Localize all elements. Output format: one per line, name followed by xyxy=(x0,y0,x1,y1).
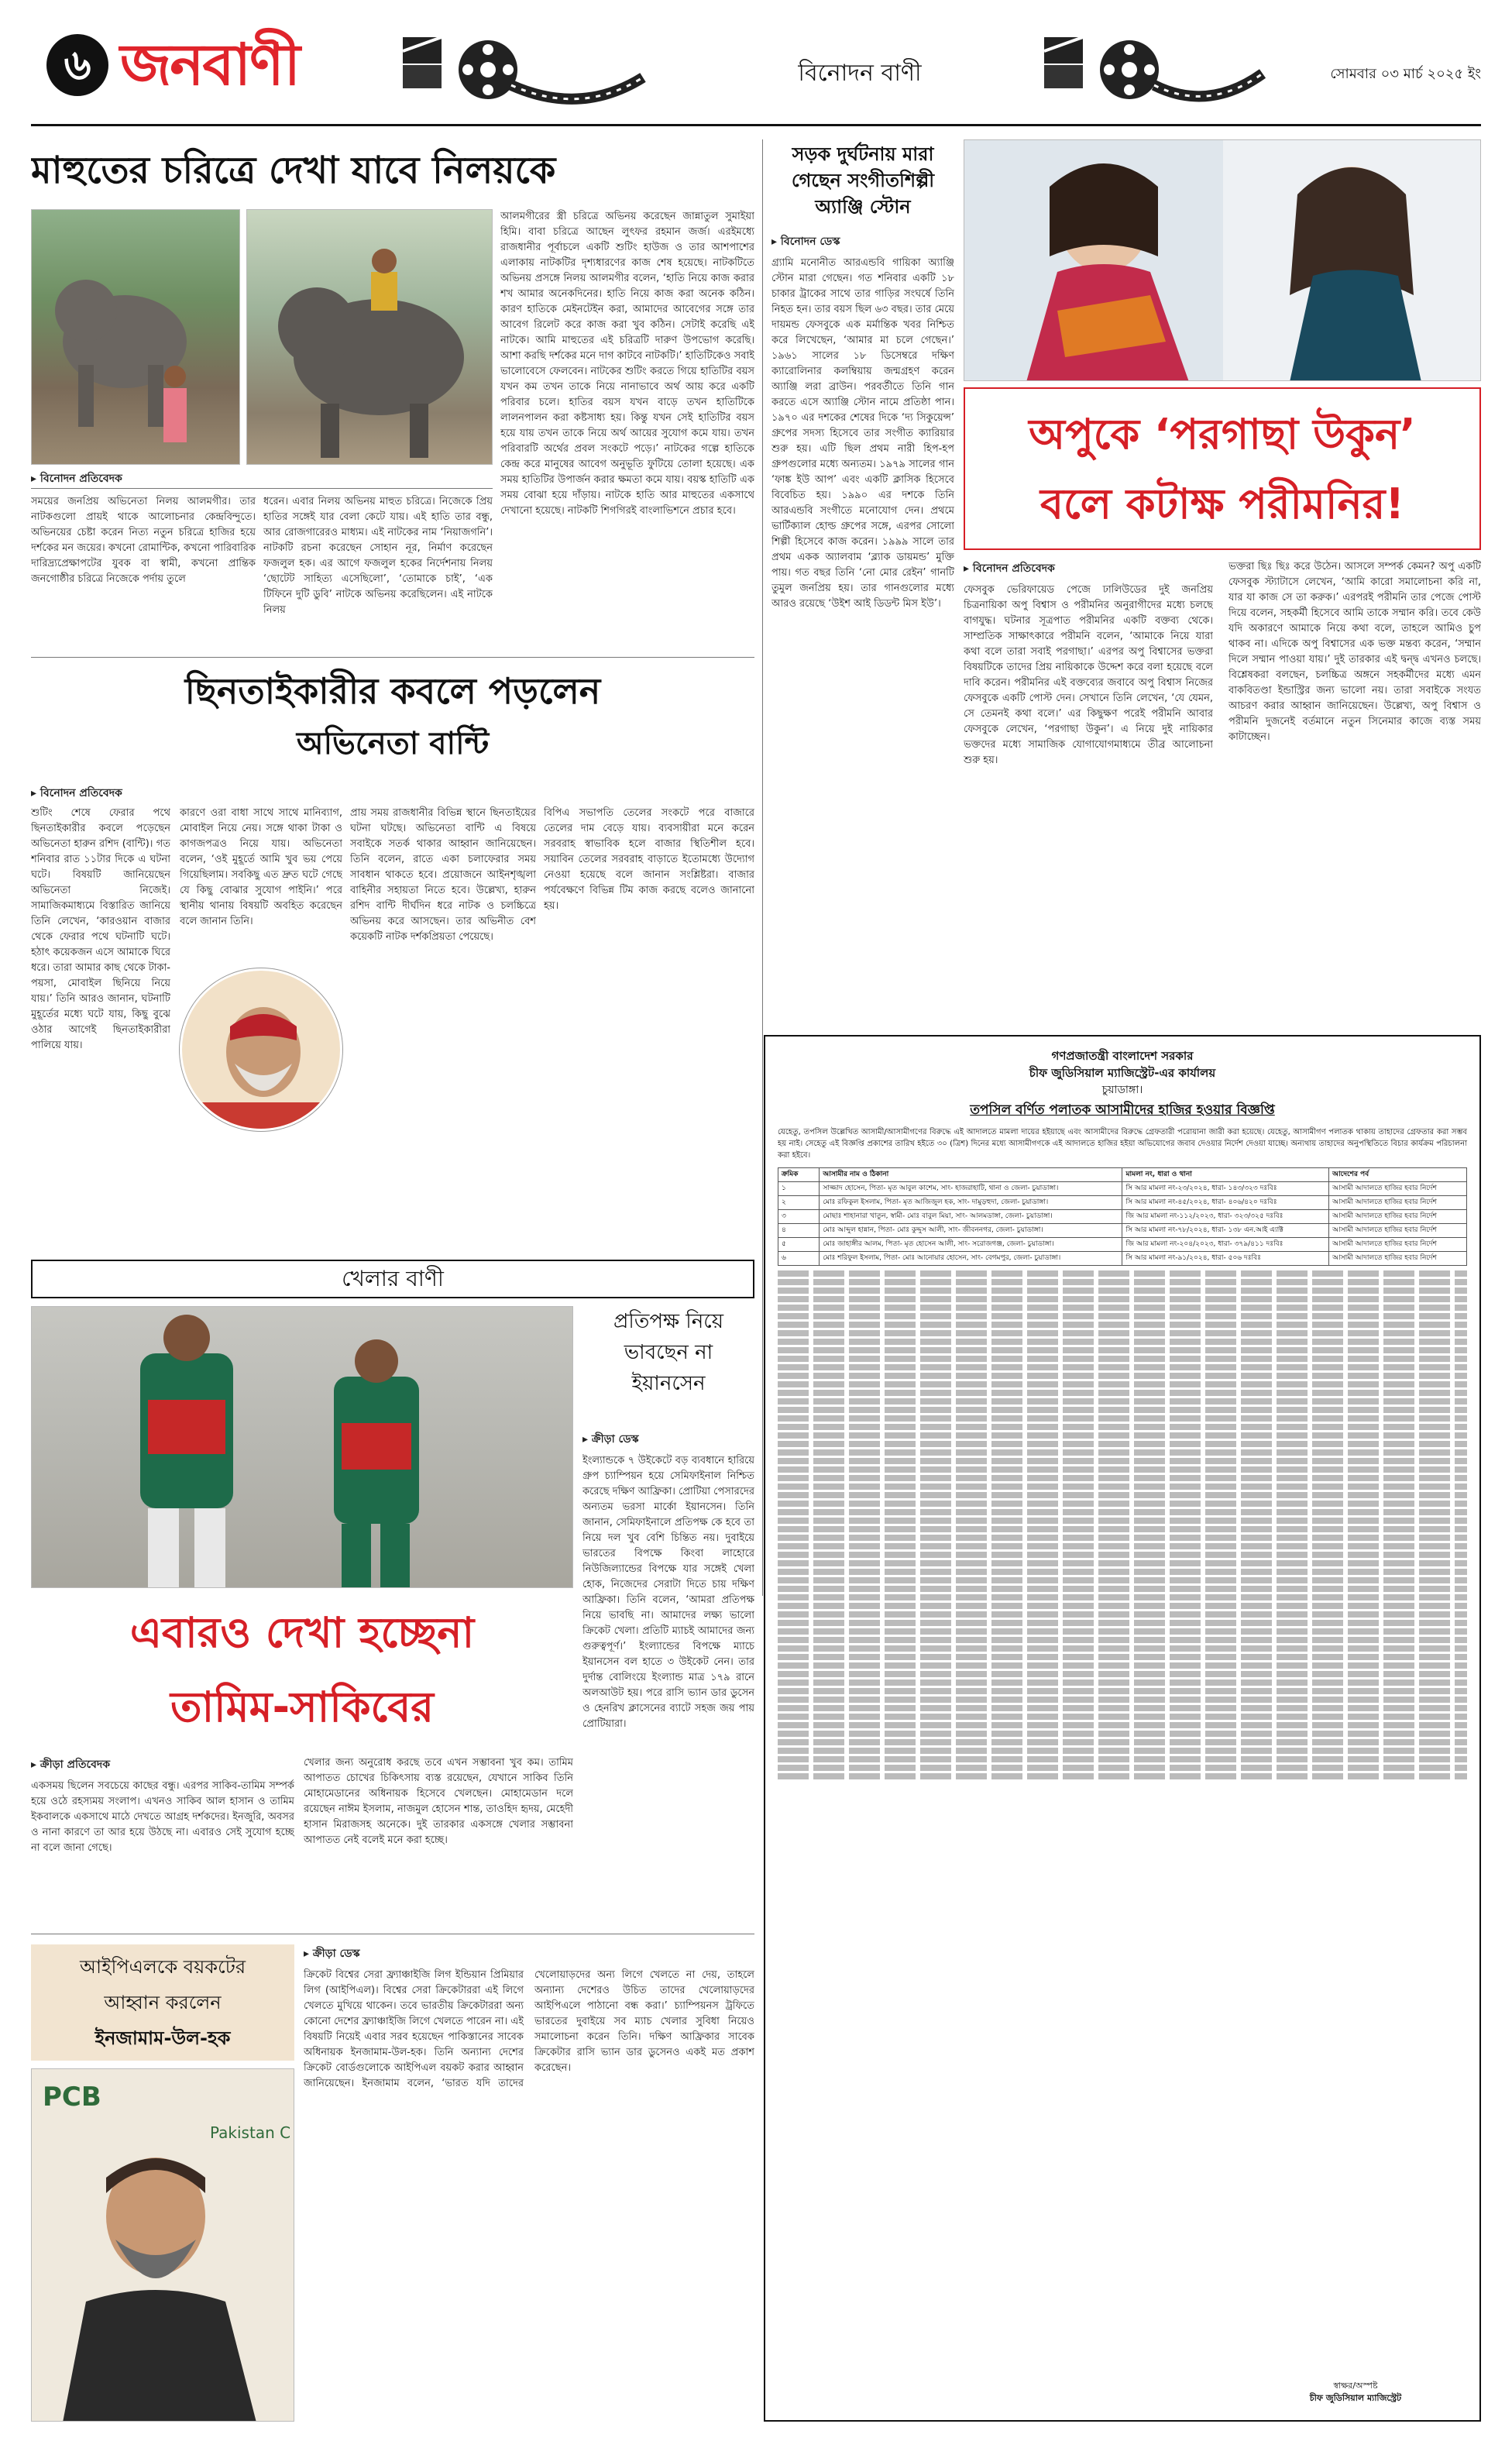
story-apu-col2: ভক্তরা ছিঃ ছিঃ করে উঠেন। আসলে সম্পর্ক কেমন? অপু একটি ফেসবুক স্ট্যাটাসে লেখেন, ‘আমি কারো সমালোচনা করি না, যার যা কাজ সে তা করুক।’ এরপরই পরীমনি তার পেজে পোস্ট দিয়ে বলেন, সহকর্মী হিসেবে আমি তাকে সম্মান করি। তবে কেউ যদি অকারণে আমাকে নিয়ে কথা বলে, তাহলে আমিও চুপ থাকব না। এদিকে অপু বিশ্বাসের এক ভক্ত মন্তব্য করেন, ‘সম্মান দিলে সম্মান পাওয়া যায়।’ দুই তারকার এই দ্বন্দ্ব এখনও চলছে। বিশ্লেষকরা বলছেন, চলচ্চিত্র অঙ্গনে সহকর্মীদের মধ্যে এমন বাকবিতণ্ডা ইন্ডাস্ট্রির জন্য ভালো নয়। তারা সবাইকে সংযত আচরণ করার আহ্বান জানিয়েছেন। উল্লেখ্য, অপু বিশ্বাস ও পরীমনি দুজনেই বর্তমানে নতুন সিনেমার কাজে ব্যস্ত সময় কাটাচ্ছেন। xyxy=(1228,561,1481,743)
notice-table-continuation xyxy=(778,1270,1467,1779)
story-niloy-col3: আলমগীরের স্ত্রী চরিত্রে অভিনয় করেছেন জান্নাতুল সুমাইয়া হিমি। বাবা চরিত্রে আছেন লুৎফর রহমান জর্জ। এরইমধ্যে রাজধানীর পূর্বাচলে একটি শুটিং হাউজ ও তার আশপাশের এলাকায় নাটকটির দৃশ্যধারণের কাজ শেষ হয়েছে। নাটকটিতে অভিনয় প্রসঙ্গে নিলয় আলমগীর বলেন, ‘হাতি নিয়ে কাজ করার শখ আমার অনেকদিনের। হাতি নিয়ে কাজ করা অনেক কঠিন। কারণ হাতিকে মেইনটেইন করা, আমাদের আবেগের সঙ্গে তার আবেগ রিলেট করে কাজ করা খুব কঠিন। সেটাই করেছি এই নাটকে। আমি মাহুতের এই চরিত্রটি দারুণ উপভোগ করেছি। আশা করছি দর্শকের মনে দাগ কাটবে নাটকটি।’ হাতিটিকেও সবাই ভালোবেসে ফেলবেন। নাটকের শুটিং করতে গিয়ে হাতিটির বয়স যখন কম তখন তাকে নিয়ে নানাভাবে অর্থ আয় করে একটি পরিবার চলে। হাতির বয়স যখন বাড়ে তখন হাতিটিকে লালনপালন করা কষ্টসাধ্য হয়। কিন্তু যখন সেই হাতিটির বয়স হয়ে যায় তখন তাকে নিয়ে অর্থ আয়ের সুযোগ কমে যায়। তখন পরিবারটি অর্থের প্রবল সংকটে পড়ে।’ নাটকের গল্পে হাতিকে কেন্দ্র করে মানুষের আবেগ অনুভূতি ফুটিয়ে তোলা হয়েছে। এক সময় হাতিটির উপার্জন করার ক্ষমতা কমে যায়। বয়স্ক হাতিটি এক সময় বোঝা হয়ে দাঁড়ায়। নাটকে হাতি আর মাহুতের একসাথে দেখানো হয়েছে। নাটকটি শিগগিরই বাংলাভিশনে প্রচার হবে। xyxy=(500,211,754,517)
film-reel-icon xyxy=(1038,31,1270,116)
story-banti-col4: বিপিএ সভাপতি তেলের সংকটে পরে বাজারে তেলের দাম বেড়ে যায়। ব্যবসায়ীরা মনে করেন সরবরাহ স্বাভাবিক হলে বাজার স্থিতিশীল হবে। সয়াবিন তেলের সরবরাহ বাড়াতে ইতোমধ্যে উদ্যোগ নেওয়া হয়েছে বলে জানান সংশ্লিষ্টরা। বাজার পর্যবেক্ষণে বিভিন্ন টিম কাজ করছে বলেও জানানো হয়। xyxy=(544,807,754,912)
notice-line1: গণপ্রজাতন্ত্রী বাংলাদেশ সরকার xyxy=(1051,1049,1194,1063)
sports-section-band xyxy=(31,1260,754,1298)
notice-fine-print-row xyxy=(778,1586,1467,1592)
story-inzamam-byline: ▸ ক্রীড়া ডেস্ক xyxy=(304,1944,497,1963)
notice-fine-print-row xyxy=(778,1722,1467,1728)
masthead-rule xyxy=(31,124,1481,126)
notice-line2: চীফ জুডিসিয়াল ম্যাজিস্ট্রেট-এর কার্যালয় xyxy=(1029,1066,1216,1080)
notice-table xyxy=(778,1167,1467,1266)
notice-fine-print-row xyxy=(778,1458,1467,1464)
story-apu-headline-1: অপুকে ‘পরগাছা উকুন’ xyxy=(1029,410,1416,459)
notice-col-case: মামলা নং, ধারা ও থানা xyxy=(1122,1168,1329,1182)
notice-title: তপসিল বর্ণিত পলাতক আসামীদের হাজির হওয়ার বিজ্ঞপ্তি xyxy=(970,1102,1275,1118)
story-niloy-headline: মাহুতের চরিত্রে দেখা যাবে নিলয়কে xyxy=(31,149,556,192)
table-row: ৪ মোঃ আব্দুল হান্নান, পিতা- মোঃ কুদ্দুস আলী, সাং- জীবননগর, জেলা- চুয়াডাঙ্গা। সি আর মামলা নং-৭৮/২০২৪, ধারা- ১৩৮ এন.আই এ্যাক্ট আসামী আদালতে হাজির হবার নির্দেশ xyxy=(778,1224,1467,1238)
story-tamim-headline-1: এবারও দেখা হচ্ছেনা xyxy=(129,1608,475,1657)
issue-date: সোমবার ০৩ মার্চ ২০২৫ ইং xyxy=(1330,66,1481,82)
notice-fine-print-row xyxy=(778,1662,1467,1669)
column-rule xyxy=(762,139,763,1596)
story-tamim-col2: খেলার জন্য অনুরোধ করছে তবে এখন সম্ভাবনা খুব কম। তামিম আপাতত চোখের চিকিৎসায় ব্যস্ত রয়েছেন, যেখানে সাকিব তিনি মোহামেডানের অধিনায়ক হিসেবে খেলছেন। মোহামেডান দলে রয়েছেন নাঈম ইসলাম, নাজমুল হোসেন শান্ত, তাওহিদ হৃদয়, মেহেদী হাসান মিরাজসহ অনেকে। দুই তারকার একসঙ্গে খেলার সম্ভাবনা আপাতত নেই বলেই মনে করা হচ্ছে। xyxy=(304,1757,573,1846)
logo-text: জনবাণী xyxy=(120,32,299,98)
story-banti-headline-1: ছিনতাইকারীর কবলে পড়লেন xyxy=(184,670,601,712)
notice-table-header xyxy=(778,1168,1467,1182)
masthead xyxy=(31,23,1481,124)
story-jansen-col1: ইংল্যান্ডকে ৭ উইকেটে বড় ব্যবধানে হারিয়ে গ্রুপ চ্যাম্পিয়ন হয়ে সেমিফাইনাল নিশ্চিত করেছে দক্ষিণ আফ্রিকা। প্রোটিয়া পেসারদের অন্যতম ভরসা মার্কো ইয়ানসেন। তিনি জানান, সেমিফাইনালে প্রতিপক্ষ কে হবে তা নিয়ে দল খুব বেশি চিন্তিত নয়। দুবাইয়ে ভারতের বিপক্ষে কিংবা লাহোরে নিউজিল্যান্ডের বিপক্ষে যার সঙ্গেই খেলা হোক, নিজেদের সেরাটা দিতে চায় দক্ষিণ আফ্রিকা। তিনি বলেন, ‘আমরা প্রতিপক্ষ নিয়ে ভাবছি না। আমাদের লক্ষ্য ভালো ক্রিকেট খেলা। প্রতিটি ম্যাচই আমাদের জন্য গুরুত্বপূর্ণ।’ ইংল্যান্ডের বিপক্ষে ম্যাচে ইয়ানসেন বল হাতে ৩ উইকেট নেন। তার দুর্দান্ত বোলিংয়ে ইংল্যান্ড মাত্র ১৭৯ রানে অলআউট হয়। পরে রাসি ভ্যান ডার ডুসেন ও হেনরিখ ক্লাসেনের ব্যাটে সহজ জয় পায় প্রোটিয়ারা। xyxy=(582,1455,754,1730)
story-tamim-headline xyxy=(31,1596,573,1751)
notice-fine-print-row xyxy=(778,1620,1467,1626)
notice-fine-print-row xyxy=(778,1560,1467,1566)
story-niloy-col2: ধরেন। এবার নিলয় অভিনয় মাহুত চরিত্রে। নিজেকে প্রিয় হাতির সঙ্গেই যার বেলা কেটে যায়। এই হাতি তার বন্ধু, আর রোজগারেরও মাধ্যম। এই নাটকের নাম ‘নিয়াজগনি’। নাটকটি রচনা করেছেন সোহান নূর, নির্মাণ করেছেন ফজলুল হক। এর আগে ফজলুল হকের নির্দেশনায় নিলয় ‘ছোটেট সাহিত্য এসেছিলো’, ‘তোমাকে চাই’, ‘এক টিফিনে দুটি ডুবি’ নাটকে অভিনয় করেছিলেন। এই নাটকে নিলয় xyxy=(263,496,493,616)
page-number-badge xyxy=(46,34,108,96)
notice-fine-print-row xyxy=(778,1373,1467,1379)
notice-fine-print-row xyxy=(778,1773,1467,1779)
notice-col-order: আদেশের পর্ব xyxy=(1329,1168,1467,1182)
court-notice xyxy=(764,1035,1481,2422)
notice-fine-print-row xyxy=(778,1731,1467,1737)
table-row: ৬ মোঃ শরিফুল ইসলাম, পিতা- মোঃ আনোয়ার হোসেন, সাং- বেগমপুর, জেলা- চুয়াডাঙ্গা। সি আর মামলা নং-৯১/২০২৪, ধারা- ৫০৬ দঃবিঃ আসামী আদালতে হাজির হবার নির্দেশ xyxy=(778,1252,1467,1266)
notice-fine-print-row xyxy=(778,1628,1467,1635)
story-inzamam-body: ক্রিকেট বিশ্বের সেরা ফ্র্যাঞ্চাইজি লিগ ইন্ডিয়ান প্রিমিয়ার লিগ (আইপিএল)। বিশ্বের সেরা ক্রিকেটাররা এই লিগে খেলতে মুখিয়ে থাকেন। তবে ভারতীয় ক্রিকেটাররা অন্য কোনো দেশের ফ্র্যাঞ্চাইজি লিগে খেলতে পারেন না। এই বিষয়টি নিয়েই এবার সরব হয়েছেন পাকিস্তানের সাবেক অধিনায়ক ইনজামাম-উল-হক। তিনি অন্যান্য দেশের ক্রিকেট বোর্ডগুলোকে আইপিএল বয়কট করার আহ্বান জানিয়েছেন। ইনজামাম বলেন, ‘ভারত যদি তাদের খেলোয়াড়দের অন্য লিগে খেলতে না দেয়, তাহলে অন্যান্য দেশেরও উচিত তাদের খেলোয়াড়দের আইপিএলে পাঠানো বন্ধ করা।’ চ্যাম্পিয়নস ট্রফিতে ভারতের দুবাইয়ে সব ম্যাচ খেলার সুবিধা নিয়েও সমালোচনা করেন তিনি। দক্ষিণ আফ্রিকার সাবেক ক্রিকেটার রাসি ভ্যান ডার ডুসেনও একই মত প্রকাশ করেছেন। xyxy=(304,1969,754,2089)
notice-fine-print-row xyxy=(778,1679,1467,1686)
notice-fine-print-row xyxy=(778,1322,1467,1328)
notice-fine-print-row xyxy=(778,1330,1467,1336)
divider xyxy=(31,488,493,489)
story-apu-headline-2: বলে কটাক্ষ পরীমনির! xyxy=(1040,480,1404,528)
story-inzamam-headline-box: আইপিএলকে বয়কটের আহ্বান করলেন ইনজামাম-উল-হক xyxy=(31,1944,294,2061)
notice-fine-print-row xyxy=(778,1705,1467,1711)
logo xyxy=(120,28,399,102)
photo-banti-portrait xyxy=(180,968,342,1131)
notice-fine-print-row xyxy=(778,1441,1467,1447)
notice-line3: চুয়াডাঙ্গা। xyxy=(1101,1084,1143,1096)
notice-sign-name: চীফ জুডিসিয়াল ম্যাজিস্ট্রেট xyxy=(1309,2393,1402,2403)
notice-fine-print-row xyxy=(778,1518,1467,1524)
notice-fine-print-row xyxy=(778,1339,1467,1345)
story-angie-body: গ্র্যামি মনোনীত আরএন্ডবি গায়িকা অ্যাঞ্জি স্টোন মারা গেছেন। গত শনিবার একটি ১৮ চাকার ট্রাকের সাথে তার গাড়ির সংঘর্ষে তিনি নিহত হন। তার বয়স ছিল ৬৩ বছর। তার মেয়ে দায়মন্ড ফেসবুকে এক মর্মান্তিক খবর নিশ্চিত করে লিখেছেন, ‘আমার মা চলে গেছেন।’ ১৯৬১ সালের ১৮ ডিসেম্বরে দক্ষিণ ক্যারোলিনার কলম্বিয়ায় জন্মগ্রহণ করেন অ্যাঞ্জি লরা ব্রাউন। পরবর্তীতে তিনি গান করতে এসে অ্যাঞ্জি স্টোন নামে প্রতিষ্ঠা পান। ১৯৭০ এর দশকের শেষের দিকে ‘দ্য সিকুয়েন্স’ গ্রুপের সদস্য হিসেবে তার সংগীত ক্যারিয়ার শুরু হয়। এটি ছিল প্রথম নারী হিপ-হপ গ্রুপগুলোর মধ্যে অন্যতম। ১৯৭৯ সালের গান ‘ফাঙ্ক ইউ আপ’ এবং একটি ক্লাসিক হিসেবে বিবেচিত হয়। ১৯৯০ এর দশকে তিনি আরএন্ডবি সংগীতে মনোযোগ দেন। প্রথমে ভার্টিক্যাল হোল্ড গ্রুপের সঙ্গে, এরপর সোলো শিল্পী হিসেবে কাজ করেন। ১৯৯৯ সালে তার প্রথম একক অ্যালবাম ‘ব্ল্যাক ডায়মন্ড’ মুক্তি পায়। গত বছর তিনি ‘নো মোর রেইন’ গানটি তুমুল জনপ্রিয় হয়। তার গানগুলোর মধ্যে আরও রয়েছে ‘উইশ আই ডিডন্ট মিস ইউ’। xyxy=(771,257,954,610)
pcb-backdrop-text: PCB xyxy=(43,2082,101,2113)
notice-fine-print-row xyxy=(778,1611,1467,1618)
notice-signature xyxy=(1263,2380,1448,2405)
story-banti-col2: কারণে ওরা বাধা সাথে সাথে মানিব্যাগ, মোবাইল নিয়ে নেয়। সঙ্গে থাকা টাকা ও কাগজপত্রও নিয়ে যায়। অভিনেতা বলেন, ‘ওই মুহূর্তে আমি খুব ভয় পেয়ে গিয়েছিলাম। সবকিছু এত দ্রুত ঘটে গেছে যে কিছু বোঝার সুযোগ পাইনি।’ পরে স্থানীয় থানায় বিষয়টি অবহিত করেছেন বলে জানান তিনি। xyxy=(180,807,342,927)
story-jansen-headline: প্রতিপক্ষ নিয়ে ভাবছেন না ইয়ানসেন xyxy=(613,1310,724,1395)
notice-fine-print-row xyxy=(778,1279,1467,1285)
notice-fine-print-row xyxy=(778,1296,1467,1302)
table-row: ৫ মোঃ জাহাঙ্গীর আলম, পিতা- মৃত হোসেন আলী, সাং- সরোজগঞ্জ, জেলা- চুয়াডাঙ্গা। জি আর মামলা নং-২০৪/২০২৩, ধারা- ৩৭৯/৪১১ দঃবিঃ আসামী আদালতে হাজির হবার নির্দেশ xyxy=(778,1238,1467,1252)
notice-fine-print-row xyxy=(778,1748,1467,1754)
notice-fine-print-row xyxy=(778,1347,1467,1353)
notice-fine-print-row xyxy=(778,1594,1467,1600)
notice-fine-print-row xyxy=(778,1756,1467,1762)
notice-fine-print-row xyxy=(778,1364,1467,1370)
story-tamim-headline-2: তামিম-সাকিবের xyxy=(170,1683,435,1731)
story-banti-byline: ▸ বিনোদন প্রতিবেদক xyxy=(31,784,225,803)
notice-fine-print-row xyxy=(778,1381,1467,1387)
story-apu-col1: ফেসবুক ভেরিফায়েড পেজে ঢালিউডের দুই জনপ্রিয় চিত্রনায়িকা অপু বিশ্বাস ও পরীমনির অনুরাগীদের মধ্যে চলছে বাগযুদ্ধ। ঘটনার সূত্রপাত পরীমনির একটি বক্তব্য থেকে। সাম্প্রতিক সাক্ষাৎকারে পরীমনি বলেন, ‘আমাকে নিয়ে যারা কথা বলে তারা সবাই পরগাছা।’ এরপর অপু বিশ্বাসের ভক্তরা বিষয়টিকে তাদের প্রিয় নায়িকাকে উদ্দেশ করে বলা হয়েছে বলে দাবি করেন। পরীমনির এই বক্তব্যের জবাবে অপু বিশ্বাস নিজের ফেসবুকে একটি পোস্ট দেন। সেখানে তিনি লেখেন, ‘যে যেমন, সে তেমনই কথা বলে।’ এর কিছুক্ষণ পরেই পরীমনি আবার ফেসবুকে লেখেন, ‘পরগাছা উকুন’। এ নিয়ে দুই নায়িকার ভক্তদের মধ্যে সামাজিক যোগাযোগমাধ্যমে তীব্র আলোচনা শুরু হয়। xyxy=(964,584,1213,766)
notice-fine-print-row xyxy=(778,1305,1467,1311)
photo-actresses xyxy=(964,139,1481,381)
story-tamim-byline: ▸ ক্রীড়া প্রতিবেদক xyxy=(31,1755,225,1774)
notice-fine-print-row xyxy=(778,1603,1467,1609)
notice-fine-print-row xyxy=(778,1688,1467,1694)
notice-fine-print-row xyxy=(778,1449,1467,1456)
story-angie-headline: সড়ক দুর্ঘটনায় মারা গেছেন সংগীতশিল্পী অ্যাঞ্জি স্টোন xyxy=(791,143,935,218)
pcb-backdrop-text-2: Pakistan C xyxy=(210,2123,291,2142)
notice-fine-print-row xyxy=(778,1415,1467,1422)
story-apu-byline: ▸ বিনোদন প্রতিবেদক xyxy=(964,559,1196,578)
story-banti-col1: শুটিং শেষে ফেরার পথে ছিনতাইকারীর কবলে পড়েছেন অভিনেতা হারুন রশিদ (বান্টি)। গত শনিবার রাত ১১টার দিকে এ ঘটনা ঘটে। বিষয়টি জানিয়েছেন অভিনেতা নিজেই। সামাজিকমাধ্যমে বিস্তারিত জানিয়ে তিনি লেখেন, ‘কারওয়ান বাজার থেকে ফেরার পথে ঘটনাটি ঘটে। হঠাৎ কয়েকজন এসে আমাকে ঘিরে ধরে। তারা আমার কাছ থেকে টাকা-পয়সা, মোবাইল ছিনিয়ে নিয়ে যায়।’ তিনি আরও জানান, ঘটনাটি মুহূর্তের মধ্যে ঘটে যায়, কিছু বুঝে ওঠার আগেই ছিনতাইকারীরা পালিয়ে যায়। xyxy=(31,807,170,1051)
divider xyxy=(31,657,754,658)
story-niloy-byline: ▸ বিনোদন প্রতিবেদক xyxy=(31,469,263,488)
notice-fine-print-row xyxy=(778,1466,1467,1473)
notice-col-accused: আসামীর নাম ও ঠিকানা xyxy=(820,1168,1122,1182)
notice-fine-print-row xyxy=(778,1501,1467,1507)
photo-niloy-elephant-1 xyxy=(31,209,240,465)
story-angie-byline: ▸ বিনোদন ডেস্ক xyxy=(771,232,954,251)
story-tamim-col1: একসময় ছিলেন সবচেয়ে কাছের বন্ধু। এরপর সাকিব-তামিম সম্পর্ক হয়ে ওঠে রহস্যময় সংলাপ। এখনও সাকিব আল হাসান ও তামিম ইকবালকে একসাথে মাঠে দেখতে আগ্রহ দর্শকদের। ইনজুরি, অবসর ও নানা কারণে তা আর হয়ে উঠছে না। এবারও সেই সুযোগ হচ্ছে না বলে জানা গেছে। xyxy=(31,1780,294,1854)
story-banti-col3: প্রায় সময় রাজধানীর বিভিন্ন স্থানে ছিনতাইয়ের ঘটনা ঘটছে। অভিনেতা বান্টি এ বিষয়ে সবাইকে সতর্ক থাকার আহ্বান জানিয়েছেন। তিনি বলেন, রাতে একা চলাফেরার সময় সাবধান থাকতে হবে। প্রয়োজনে আইনশৃঙ্খলা বাহিনীর সহায়তা নিতে হবে। উল্লেখ্য, হারুন রশিদ বান্টি দীর্ঘদিন ধরে নাটক ও চলচ্চিত্রে অভিনয় করে আসছেন। তার অভিনীত বেশ কয়েকটি নাটক দর্শকপ্রিয়তা পেয়েছে। xyxy=(350,807,536,943)
notice-fine-print-row xyxy=(778,1509,1467,1515)
notice-sign-title: স্বাক্ষর/অস্পষ্ট xyxy=(1333,2381,1378,2391)
notice-fine-print-row xyxy=(778,1535,1467,1541)
story-niloy-col1: সময়ের জনপ্রিয় অভিনেতা নিলয় আলমগীর। তার নাটকগুলো প্রায়ই থাকে আলোচনার কেন্দ্রবিন্দুতে। অভিনয়ের চেষ্টা করেন নিত্য নতুন চরিত্রে হাজির হয়ে দর্শকের মন জয়ের। কখনো রোমান্টিক, কখনো পারিবারিক দারিদ্র্যপ্রেক্ষাপটের যুবক বা স্বামী, কখনো প্রান্তিক জনগোষ্ঠীর চরিত্রে নিজেকে পর্দায় তুলে xyxy=(31,496,256,585)
story-banti-headline-2: অভিনেতা বান্টি xyxy=(296,726,490,762)
notice-fine-print-row xyxy=(778,1475,1467,1481)
photo-inzamam xyxy=(31,2068,294,2422)
notice-intro: যেহেতু, তপসিল উল্লেখিত আসামী/আসামীগণের বিরুদ্ধে এই আদালতে মামলা দায়ের হইয়াছে এবং আসামীদের বিরুদ্ধে গ্রেফতারী পরোয়ানা জারী করা হয়েছে। যেহেতু, আসামীগণ পলাতক থাকায় তাহাদের গ্রেফতার করা সম্ভব হয় নাই। সেহেতু এই বিজ্ঞপ্তি প্রকাশের তারিখ হইতে ৩০ (ত্রিশ) দিনের মধ্যে আসামীগণকে এই আদালতে হাজির হইয়া অভিযোগের জবাব দেওয়ার নির্দেশ দেওয়া যাচ্ছে। অন্যথায় তাহাদের অনুপস্থিতিতে বিচার কার্যক্রম পরিচালনা করা হইবে। xyxy=(778,1128,1467,1160)
notice-fine-print-row xyxy=(778,1577,1467,1583)
notice-fine-print-row xyxy=(778,1270,1467,1277)
notice-col-serial: ক্রমিক xyxy=(778,1168,820,1182)
page-number: ৬ xyxy=(64,40,91,89)
section-title: বিনোদন বাণী xyxy=(798,60,922,87)
story-apu-headline-box xyxy=(964,387,1481,550)
table-row: ২ মোঃ রফিকুল ইসলাম, পিতা- মৃত আজিজুল হক, সাং- দামুড়হুদা, জেলা- চুয়াডাঙ্গা। সি আর মামলা নং-৪৫/২০২৪, ধারা- ৪০৬/৪২০ দঃবিঃ আসামী আদালতে হাজির হবার নির্দেশ xyxy=(778,1196,1467,1210)
photo-tamim-sakib xyxy=(31,1306,573,1588)
notice-fine-print-row xyxy=(778,1424,1467,1430)
notice-fine-print-row xyxy=(778,1645,1467,1652)
table-row: ১ সাজ্জাদ হোসেন, পিতা- মৃত আবুল কাশেম, সাং- হাজরাহাটি, থানা ও জেলা- চুয়াডাঙ্গা। সি আর মামলা নং-২৩/২০২৪, ধারা- ১৪৩/৩২৩ দঃবিঃ আসামী আদালতে হাজির হবার নির্দেশ xyxy=(778,1182,1467,1196)
notice-fine-print-row xyxy=(778,1398,1467,1404)
photo-niloy-elephant-2 xyxy=(246,209,493,465)
notice-fine-print-row xyxy=(778,1484,1467,1490)
notice-fine-print-row xyxy=(778,1569,1467,1575)
notice-fine-print-row xyxy=(778,1637,1467,1643)
notice-fine-print-row xyxy=(778,1432,1467,1439)
notice-fine-print-row xyxy=(778,1492,1467,1498)
notice-fine-print-row xyxy=(778,1390,1467,1396)
notice-fine-print-row xyxy=(778,1407,1467,1413)
notice-fine-print-row xyxy=(778,1671,1467,1677)
notice-fine-print-row xyxy=(778,1654,1467,1660)
sports-section-label: খেলার বাণী xyxy=(342,1266,444,1291)
notice-fine-print-row xyxy=(778,1313,1467,1319)
table-row: ৩ মোছাঃ শাহানারা খাতুন, স্বামী- মোঃ বাবুল মিয়া, সাং- আলমডাঙ্গা, জেলা- চুয়াডাঙ্গা। জি আর মামলা নং-১১২/২০২৩, ধারা- ৩২৩/৩২৫ দঃবিঃ আসামী আদালতে হাজির হবার নির্দেশ xyxy=(778,1210,1467,1224)
notice-fine-print-row xyxy=(778,1526,1467,1532)
notice-fine-print-row xyxy=(778,1739,1467,1745)
story-banti-headline xyxy=(31,663,754,779)
notice-fine-print-row xyxy=(778,1543,1467,1549)
notice-fine-print-row xyxy=(778,1765,1467,1771)
notice-fine-print-row xyxy=(778,1356,1467,1362)
notice-fine-print-row xyxy=(778,1697,1467,1703)
notice-fine-print-row xyxy=(778,1552,1467,1558)
notice-fine-print-row xyxy=(778,1288,1467,1294)
notice-fine-print-row xyxy=(778,1714,1467,1720)
film-reel-icon xyxy=(395,31,651,116)
story-jansen-byline: ▸ ক্রীড়া ডেস্ক xyxy=(582,1430,754,1449)
